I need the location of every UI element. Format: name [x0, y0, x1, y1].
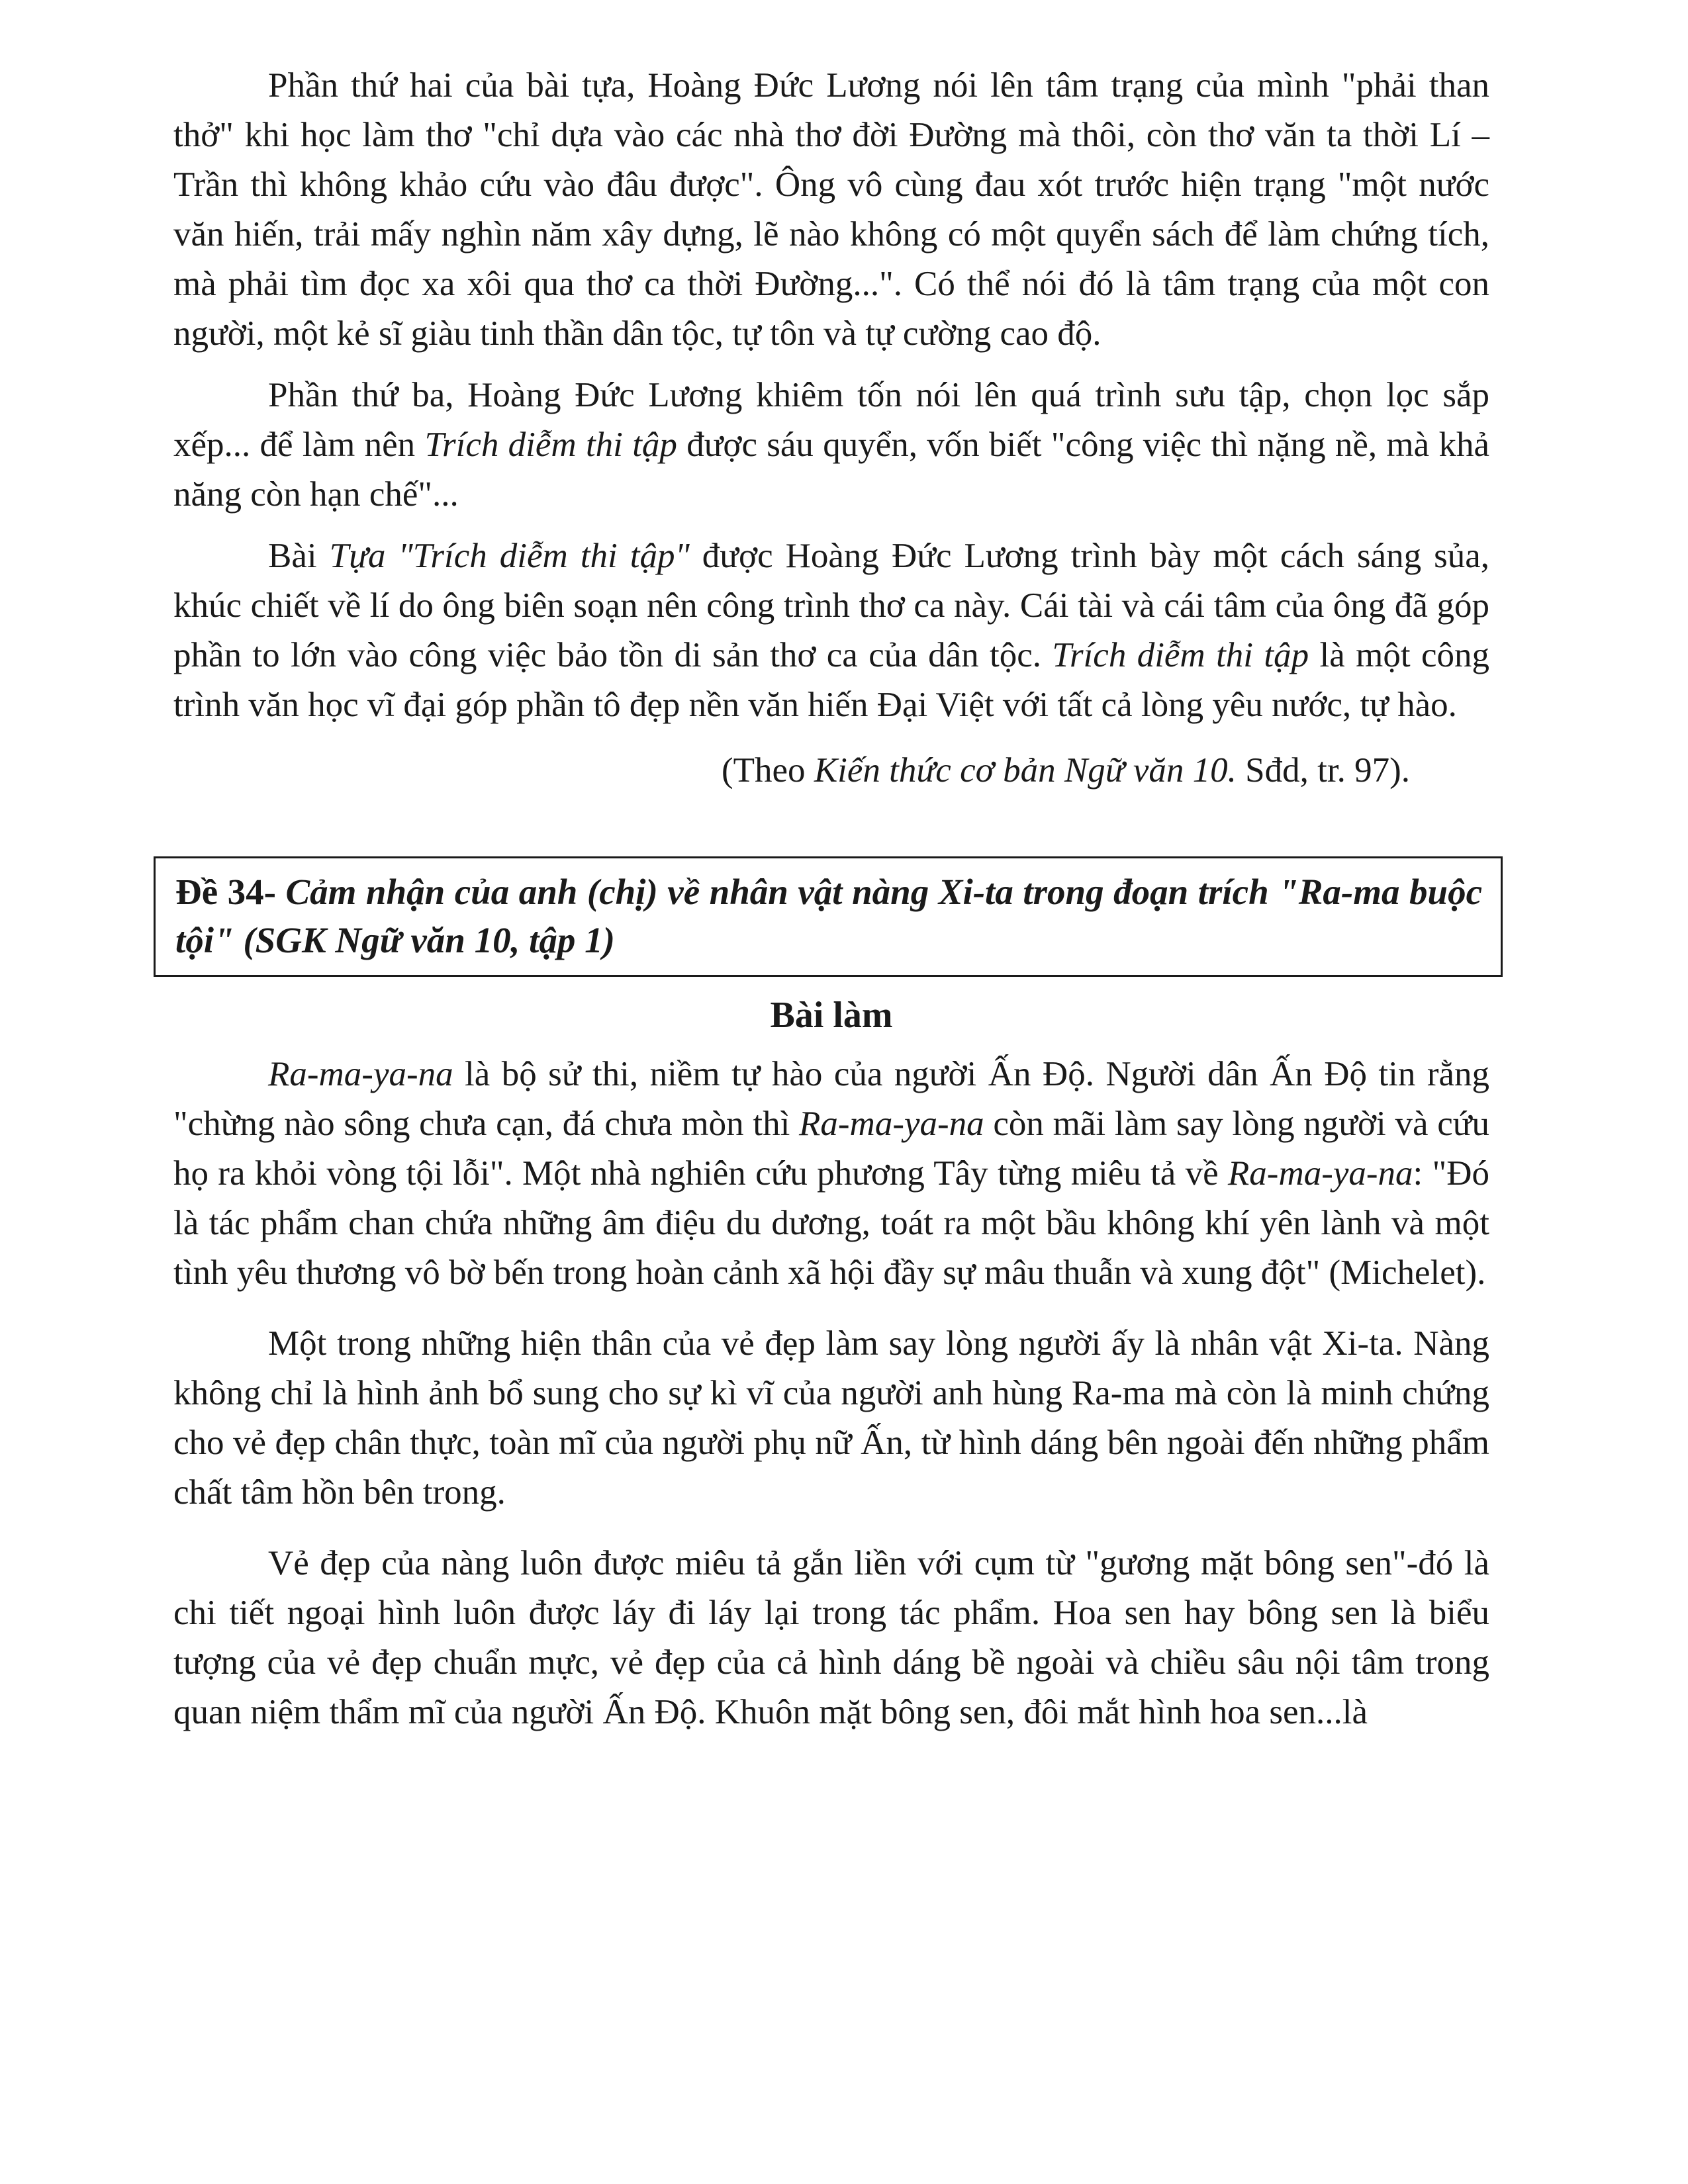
text-run: là bộ sử thi, niềm tự hào của người Ấn Độ. Người dân Ấn Độ tin rằng "chừng nào sông chưa cạn, đá chưa mòn thì: [173, 1055, 1489, 1143]
epic-title-italic: Ra-ma-ya-na: [268, 1055, 453, 1093]
text-run: Sđd, tr. 97).: [1236, 751, 1410, 790]
text-run: còn mãi làm say lòng người và cứu họ ra khỏi vòng tội lỗi". Một nhà nghiên cứu phương Tây từng miêu tả về: [173, 1105, 1489, 1193]
text-run: (Theo: [722, 751, 814, 790]
essay-paragraph-2: Một trong những hiện thân của vẻ đẹp làm say lòng người ấy là nhân vật Xi-ta. Nàng không chỉ là hình ảnh bổ sung cho sự kì vĩ của người anh hùng Ra-ma mà còn là minh chứng cho vẻ đẹp chân thực, toàn mĩ của người phụ nữ Ấn, từ hình dáng bên ngoài đến những phẩm chất tâm hồn bên trong.: [173, 1324, 1489, 1512]
exam-question-box: [154, 856, 1503, 977]
text-run: được Hoàng Đức Lương trình bày một cách sáng sủa, khúc chiết về lí do ông biên soạn nên công trình thơ ca này. Cái tài và cái tâm của ông đã góp phần to lớn vào công việc bảo tồn di sản thơ ca của dân tộc.: [173, 537, 1489, 674]
text-run: là một công trình văn học vĩ đại góp phần tô đẹp nền văn hiến Đại Việt với tất cả lòng yêu nước, tự hào.: [173, 636, 1489, 724]
book-title-italic: Trích diễm thi tập: [424, 426, 677, 464]
intro-section: [173, 61, 1489, 796]
text-run: : "Đó là tác phẩm chan chứa những âm điệu du dương, toát ra một bầu không khí yên lành và một tình yêu thương vô bờ bến trong hoàn cảnh xã hội đầy sự mâu thuẫn và xung đột" (Michelet).: [173, 1154, 1489, 1292]
paragraph-preface-part-three: [173, 371, 1489, 520]
essay-section: [173, 1050, 1489, 1737]
essay-paragraph-3: Vẻ đẹp của nàng luôn được miêu tả gắn liền với cụm từ "gương mặt bông sen"-đó là chi tiết ngoại hình luôn được láy đi láy lại trong tác phẩm. Hoa sen hay bông sen là biểu tượng của vẻ đẹp chuẩn mực, vẻ đẹp của cả hình dáng bề ngoài và chiều sâu nội tâm trong quan niệm thẩm mĩ của người Ấn Độ. Khuôn mặt bông sen, đôi mắt hình hoa sen...là: [173, 1544, 1489, 1731]
paragraph-conclusion: [173, 531, 1489, 730]
source-book-title: Kiến thức cơ bản Ngữ văn 10.: [814, 751, 1237, 790]
epic-title-italic: Ra-ma-ya-na: [799, 1105, 984, 1143]
paragraph-preface-part-two: Phần thứ hai của bài tựa, Hoàng Đức Lương nói lên tâm trạng của mình "phải than thở" khi học làm thơ "chỉ dựa vào các nhà thơ đời Đường mà thôi, còn thơ văn ta thời Lí – Trần thì không khảo cứu vào đâu được". Ông vô cùng đau xót trước hiện trạng "một nước văn hiến, trải mấy nghìn năm xây dựng, lẽ nào không có một quyển sách để làm chứng tích, mà phải tìm đọc xa xôi qua thơ ca thời Đường...". Có thể nói đó là tâm trạng của một con người, một kẻ sĩ giàu tinh thần dân tộc, tự tôn và tự cường cao độ.: [173, 66, 1489, 353]
text-run: Bài: [268, 537, 330, 575]
book-title-italic: Trích diễm thi tập: [1052, 636, 1309, 674]
question-prompt: Cảm nhận của anh (chị) về nhân vật nàng Xi-ta trong đoạn trích "Ra-ma buộc tội" (SGK Ngữ văn 10, tập 1): [175, 872, 1482, 960]
text-run: được sáu quyển, vốn biết "công việc thì nặng nề, mà khả năng còn hạn chế"...: [173, 426, 1489, 514]
essay-heading: Bài làm: [770, 995, 893, 1036]
epic-title-italic: Ra-ma-ya-na: [1227, 1154, 1413, 1193]
text-run: Phần thứ ba, Hoàng Đức Lương khiêm tốn nói lên quá trình sưu tập, chọn lọc sắp xếp... để làm nên: [173, 376, 1489, 464]
work-title-italic: Tựa "Trích diễm thi tập": [329, 537, 690, 575]
question-number: Đề 34-: [175, 872, 276, 912]
source-citation: [173, 746, 1489, 796]
essay-paragraph-1: [173, 1050, 1489, 1298]
